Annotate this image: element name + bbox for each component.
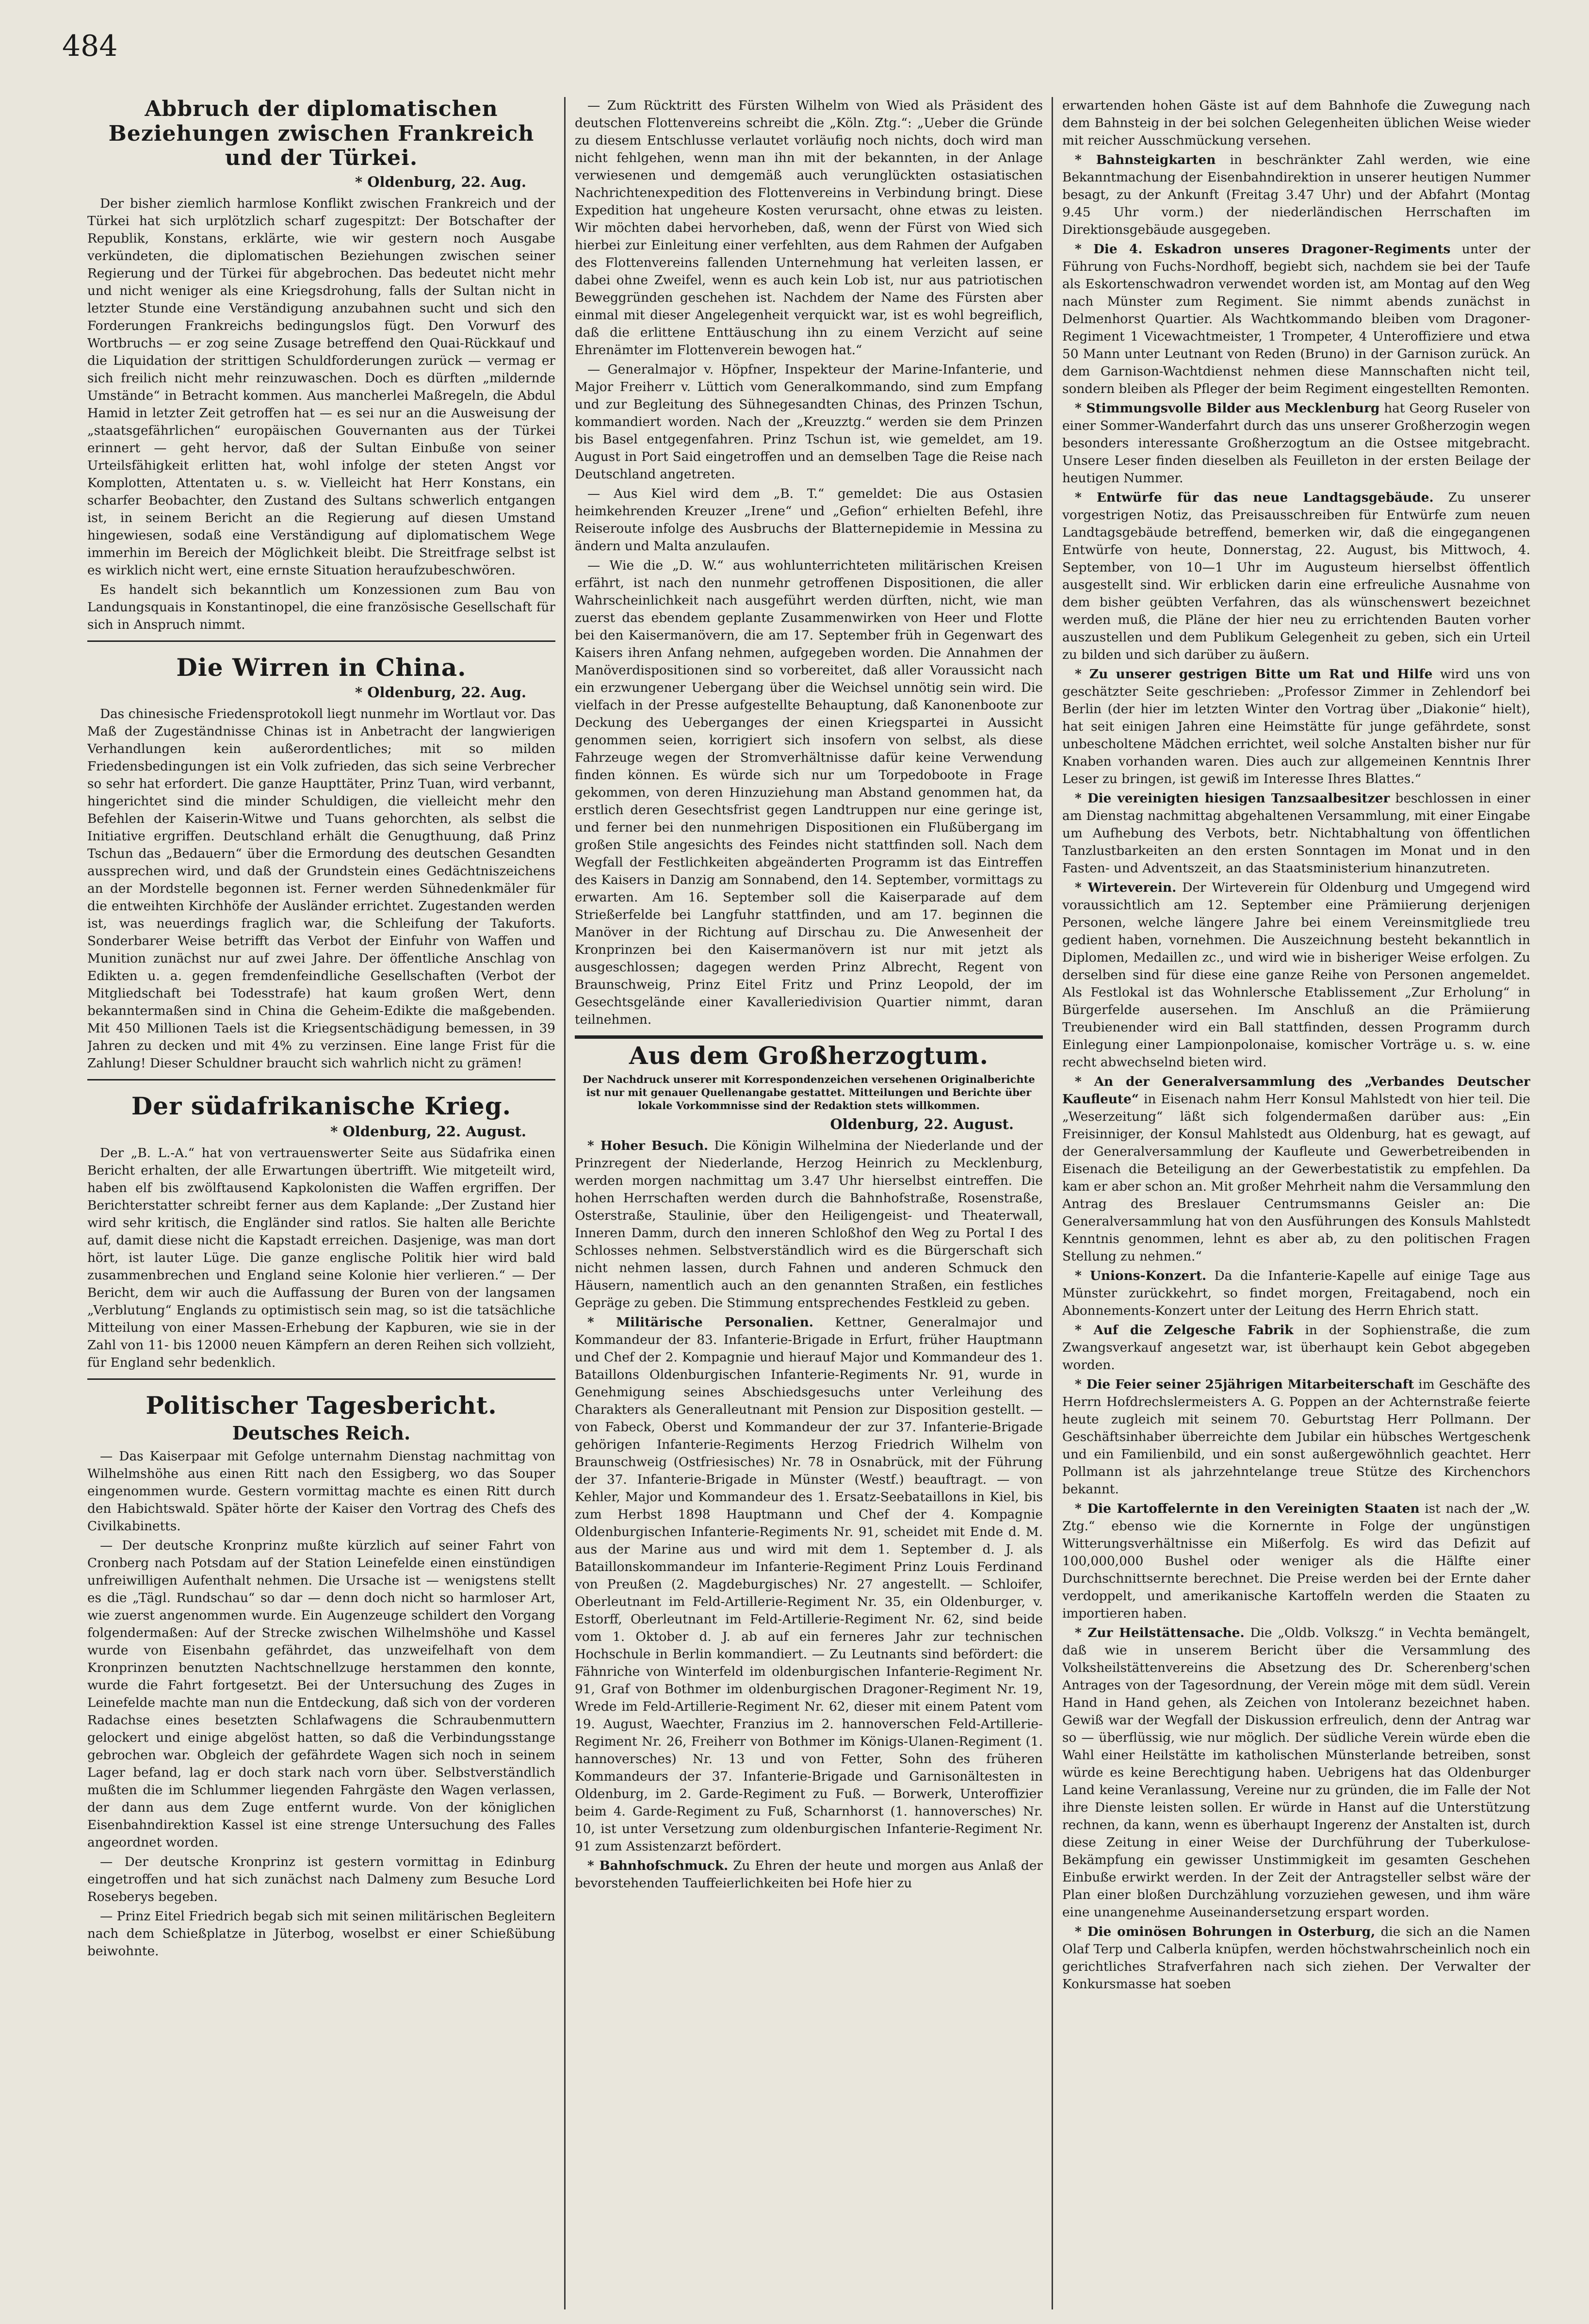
article-france-turkey (87, 97, 555, 634)
news-item (1062, 1322, 1530, 1374)
article-title: Die Wirren in China. (176, 653, 467, 682)
item-text: Der Wirteverein für Oldenburg und Umgegend wird voraussichtlich am 12. September eine Prämiierung derjenigen Personen, welche längere Jahre bei einem Vereinsmitgliede treu gedient haben, vornehmen. Die Auszeichnung besteht bekanntlich in Diplomen, Medaillen zc., und wird wie in bisheriger Weise erfolgen. Zu derselben sind für diese eine ganze Reihe von Personen angemeldet. Als Festlokal ist das Wohnlersche Etablissement „Zur Erholung“ in Bürgerfelde ausersehen. Im Anschluß an die Prämiierung Treubienender wird ein Ball stattfinden, dessen Programm durch Einlegung einer Lampionpolonaise, komischer Vorträge u. s. w. eine recht abwechselnd bieten wird. (1062, 881, 1530, 1070)
news-item (1062, 1073, 1530, 1265)
item-heading: * Stimmungsvolle Bilder aus Mecklenburg (1075, 401, 1380, 416)
item-text: in beschränkter Zahl werden, wie eine Bekanntmachung der Eisenbahndirektion in unserer heutigen Nummer besagt, zu der Ankunft (Freitag 3.47 Uhr) und der Abfahrt (Montag 9.45 Uhr vorm.) der niederländischen Herrschaften im Direktionsgebäude ausgegeben. (1062, 153, 1530, 237)
news-item (575, 1137, 1043, 1312)
article-paragraph: Es handelt sich bekanntlich um Konzessionen zum Bau von Landungsquais in Konstantinopel, die eine französische Gesellschaft für sich in Anspruch nimmt. (87, 582, 555, 632)
item-heading: * Die ominösen Bohrungen in Osterburg, (1075, 1924, 1376, 1939)
item-heading: * Wirteverein. (1075, 880, 1177, 895)
news-item (1062, 1376, 1530, 1498)
article-paragraph: — Der deutsche Kronprinz mußte kürzlich auf seiner Fahrt von Cronberg nach Potsdam auf der Station Leinefelde einen einstündigen unfreiwilligen Aufenthalt nehmen. Die Ursache ist — wenigstens stellt es die „Tägl. Rundschau“ so dar — denn doch nicht so harmloser Art, wie zuerst angenommen wurde. Ein Augenzeuge schildert den Vorgang folgendermaßen: Auf der Strecke zwischen Wilhelmshöhe und Kassel wurde von Eisenbahn gefährdet, das unzweifelhaft von dem Kronprinzen benutzten Nachtschnellzuge herstammen den konnte, wurde die Fahrt fortgesetzt. Bei der Untersuchung des Zuges in Leinefelde machte man nun die Entdeckung, daß sich von der vorderen Radachse eines besetzten Schlafwagens die Schraubenmuttern gelockert und einige abgelöst hatten, so daß die Verbindungsstange gebrochen war. Obgleich der gefährdete Wagen sich noch in seinem Lager befand, lag er doch stark nach vorn über. Selbstverständlich mußten die im Schlummer liegenden Fahrgäste den Wagen verlassen, der dann aus dem Zuge entfernt wurde. Von der königlichen Eisenbahndirektion Kassel ist eine strenge Untersuchung des Falles angeordnet worden. (87, 1538, 555, 1850)
news-item (1062, 1624, 1530, 1921)
column-3 (1062, 97, 1530, 2309)
section-rule (87, 1079, 555, 1080)
section-rule (87, 640, 555, 642)
article-paragraph: Das chinesische Friedensprotokoll liegt nunmehr im Wortlaut vor. Das Maß der Zugeständnisse Chinas ist in Anbetracht der langwierigen Verhandlungen kein außerordentliches; mit so milden Friedensbedingungen ist ein Volk zufrieden, das sich seine Verbrecher so sehr hat erfordert. Die ganze Haupttäter, Prinz Tuan, wird verbannt, hingerichtet sind die minder Schuldigen, die vielleicht mehr den Befehlen der Kaiserin-Witwe und Tuans gehorchten, als selbst die Initiative ergriffen. Deutschland erhält die Genugthuung, daß Prinz Tschun das „Bedauern“ über die Ermordung des deutschen Gesandten aussprechen wird, und daß der Grundstein eines Gedächtniszeichens an der Mordstelle begonnen ist. Ferner werden Sühnedenkmäler für die entweihten Kirchhöfe der Ausländer errichtet. Zugestanden werden ist, was neuerdings fraglich war, die Schleifung der Takuforts. Sonderbarer Weise betrifft das Verbot der Einfuhr von Waffen und Munition zunächst nur auf zwei Jahre. Der öffentliche Anschlag von Edikten u. a. gegen fremdenfeindliche Gesellschaften (Verbot der Mitgliedschaft bei Todesstrafe) hat kaum großen Wert, denn bekanntermaßen sind in China die Geheim-Edikte die maßgebenden. Mit 450 Millionen Taels ist die Kriegsentschädigung bemessen, in 39 Jahren zu decken und mit 4% zu verzinsen. Eine lange Frist für die Zahlung! Dieser Schuldner braucht sich wahrlich nicht zu grämen! (87, 707, 555, 1071)
item-text: Zu unserer vorgestrigen Notiz, das Preisausschreiben für Entwürfe zum neuen Landtagsgebäude betreffend, bemerken wir, daß die eingegangenen Entwürfe von heute, Donnerstag, 22. August, bis Mittwoch, 4. September, von 10—1 Uhr im Augusteum hierselbst öffentlich ausgestellt sind. Wir erblicken darin eine erfreuliche Ausnahme von dem bisher geübten Verfahren, das als wünschenswert bezeichnet werden muß, die Pläne der hier neu zu errichtenden Bauten vorher auszustellen und dem Publikum Gelegenheit zu geben, sich ein Urteil zu bilden und sich darüber zu äußern. (1062, 491, 1530, 662)
item-heading: * Die Kartoffelernte in den Vereinigten Staaten (1075, 1501, 1420, 1516)
article-title: Politischer Tagesbericht. (146, 1391, 497, 1420)
section-rule (575, 1035, 1043, 1039)
item-text: unter der Führung von Fuchs-Nordhoff, begiebt sich, nachdem sie bei der Taufe als Eskortenschwadron verwendet worden ist, am Montag auf den Weg nach Münster zum Regiment. Sie nimmt abends zunächst in Delmenhorst Quartier. Als Wachtkommando bleiben vom Dragoner-Regiment 1 Vicewachtmeister, 1 Trompeter, 4 Unteroffiziere und etwa 50 Mann unter Leutnant von Reden (Bruno) in der Garnison zurück. An dem Garnison-Wachtdienst nehmen diese Mannschaften nicht teil, sondern bleiben als Pfleger der beim Regiment eingestellten Remonten. (1062, 242, 1530, 396)
article-daily-report (87, 1391, 555, 1961)
article-paragraph: — Der deutsche Kronprinz ist gestern vormittag in Edinburg eingetroffen und hat sich zunächst nach Dalmeny zum Besuche Lord Roseberys begeben. (87, 1855, 555, 1905)
news-item (575, 1857, 1043, 1892)
article-paragraph: erwartenden hohen Gäste ist auf dem Bahnhofe die Zuwegung nach dem Bahnsteig in der bei solchen Gelegenheiten üblichen Weise wieder mit reicher Ausschmückung versehen. (1062, 98, 1530, 148)
item-heading: * Die Feier seiner 25jährigen Mitarbeiterschaft (1075, 1377, 1414, 1392)
item-text: wird uns von geschätzter Seite geschrieben: „Professor Zimmer in Zehlendorf bei Berlin (der hier im letzten Winter den Vortrag über „Diakonie“ hielt), hat seit einigen Jahren eine Heimstätte für junge gefährdete, sonst unbescholtene Mädchen errichtet, weil solche Anstalten bisher nur für Knaben vorhanden waren. Dies auch zur allgemeinen Kenntnis Ihrer Leser zu bringen, ist gewiß im Interesse Ihres Blattes.“ (1062, 667, 1530, 786)
column-divider (564, 97, 566, 2309)
news-item (1062, 400, 1530, 487)
column-2 (575, 97, 1043, 2309)
item-heading: * Bahnhofschmuck. (587, 1858, 729, 1873)
item-text: in der Sophienstraße, die zum Zwangsverkauf angesetzt war, ist überhaupt kein Gebot abgegeben worden. (1062, 1323, 1530, 1373)
article-paragraph: — Prinz Eitel Friedrich begab sich mit seinen militärischen Begleitern nach dem Schießplatze in Jüterbog, woselbst er einer Schießübung beiwohnte. (87, 1909, 555, 1959)
article-paragraph: Der „B. L.-A.“ hat von vertrauenswerter Seite aus Südafrika einen Bericht erhalten, der alle Erwartungen übertrifft. Wie mitgeteilt wird, haben elf bis zwölftausend Kapkolonisten die Waffen ergriffen. Der Berichterstatter schreibt ferner aus dem Kaplande: „Der Zustand hier wird sehr kritisch, die Engländer sind ratlos. Sie halten alle Berichte auf, damit diese nicht die Kapstadt erreichen. Dasjenige, was man dort hört, ist lauter Lüge. Die ganze englische Politik hier wird bald zusammenbrechen und England seine Kolonie hier verlieren.“ — Der Bericht, dem wir auch die Auffassung der Buren von der langsamen „Verblutung“ Englands zu optimistisch sein mag, so ist die tatsächliche Mitteilung von einer Massen-Erhebung der Kapburen, wie sie in der Zahl von 11- bis 12000 neuen Kämpfern an deren Reihen sich vollzieht, für England sehr bedenklich. (87, 1146, 555, 1370)
article-paragraph: — Das Kaiserpaar mit Gefolge unternahm Dienstag nachmittag von Wilhelmshöhe aus einen Ritt nach den Essigberg, wo das Souper eingenommen wurde. Gestern vormittag machte es einen Ritt durch den Habichtswald. Später hörte der Kaiser den Vortrag des Chefs des Civilkabinetts. (87, 1449, 555, 1534)
item-heading: * Auf die Zelgesche Fabrik (1075, 1323, 1294, 1338)
page-number: 484 (62, 29, 118, 63)
item-heading: * An der Generalversammlung des „Verbandes Deutscher Kaufleute“ (1062, 1074, 1530, 1107)
item-text: in Eisenach nahm Herr Konsul Mahlstedt von hier teil. Die „Weserzeitung“ läßt sich folgendermaßen darüber aus: „Ein Freisinniger, der Konsul Mahlstedt aus Oldenburg, hat es gewagt, auf der Generalversammlung der Kaufleute und Gewerbetreibenden in Eisenach die Beteiligung an der Gewerbestatistik zu empfehlen. Da kam er aber schon an. Mit großer Mehrheit nahm die Versammlung den Antrag des Breslauer Centrumsmanns Geisler an: Die Generalversammlung hat von den Ausführungen des Konsuls Mahlstedt Kenntnis genommen, lehnt es aber ab, zu den politischen Fragen Stellung zu nehmen.“ (1062, 1092, 1530, 1264)
item-heading: * Zur Heilstättensache. (1075, 1625, 1245, 1640)
news-item (1062, 790, 1530, 877)
dateline: * Oldenburg, 22. Aug. (355, 173, 526, 190)
item-heading: * Militärische Personalien. (587, 1314, 814, 1330)
item-heading: * Die vereinigten hiesigen Tanzsaalbesitzer (1075, 791, 1390, 806)
news-item (1062, 1267, 1530, 1320)
item-text: Die Königin Wilhelmina der Niederlande und der Prinzregent der Niederlande, Herzog Heinrich zu Mecklenburg, werden morgen nachmittag um 3.47 Uhr hierselbst eintreffen. Die hohen Herrschaften werden durch die Bahnhofstraße, Rosenstraße, Osterstraße, Staulinie, über den Heiligengeist- und Theaterwall, Inneren Damm, durch den inneren Schloßhof den Weg zu Portal I des Schlosses nehmen. Selbstverständlich wird es die Bürgerschaft sich nicht nehmen lassen, durch Fahnen und anderen Schmuck den Häusern, namentlich auch an den genannten Straßen, ein festliches Gepräge zu geben. Die Stimmung entsprechendes Festkleid zu geben. (575, 1138, 1043, 1310)
section-rule (87, 1378, 555, 1380)
column-divider (1052, 97, 1053, 2309)
article-paragraph: — Aus Kiel wird dem „B. T.“ gemeldet: Die aus Ostasien heimkehrenden Kreuzer „Irene“ und „Gefion“ erhielten Befehl, ihre Reiseroute infolge des Ausbruchs der Blatternepidemie in Messina zu ändern und Malta anzulaufen. (575, 487, 1043, 554)
article-title: Abbruch der diplomatischen Beziehungen zwischen Frankreich und der Türkei. (108, 97, 535, 171)
item-text: die sich an die Namen Olaf Terp und Calberla knüpfen, werden höchstwahrscheinlich noch ein gerichtliches Strafverfahren nach sich ziehen. Der Verwalter der Konkursmasse hat soeben (1062, 1925, 1530, 1992)
item-text: Da die Infanterie-Kapelle auf einige Tage aus Münster zurückkehrt, so findet morgen, Freitagabend, noch ein Abonnements-Konzert unter der Leitung des Herrn Ehrich statt. (1062, 1269, 1530, 1318)
reprint-note: Der Nachdruck unserer mit Korrespondenzeichen versehenen Originalberichte ist nur mit genauer Quellenangabe gestattet. Mitteilungen und Berichte über lokale Vorkommnisse sind der Redaktion stets willkommen. (583, 1073, 1035, 1112)
article-paragraph: — Zum Rücktritt des Fürsten Wilhelm von Wied als Präsident des deutschen Flottenvereins schreibt die „Köln. Ztg.“: „Ueber die Gründe zu diesem Entschlusse verlautet vorläufig noch nichts, doch wird man nicht fehlgehen, wenn man ihn mit der bekannten, in der Anlage verwiesenen und demgemäß auch verunglückten ostasiatischen Nachrichtenexpedition des Flottenvereins in Verbindung bringt. Diese Expedition hat ungeheure Kosten verursacht, ohne etwas zu leisten. Wir möchten dabei hervorheben, daß, wenn der Fürst von Wied sich hierbei zur Einleitung einer verfehlten, aus dem Rahmen der Aufgaben des Flottenvereins fallenden Unternehmung hat verleiten lassen, er dabei ohne Zweifel, wenn es auch kein Lob ist, nur aus patriotischen Beweggründen geschehen ist. Nachdem der Name des Fürsten aber einmal mit dieser Angelegenheit verquickt war, ist es wohl begreiflich, daß die erlittene Enttäuschung ihn zu einem Verzicht auf seine Ehrenämter im Flottenverein bewogen hat.“ (575, 98, 1043, 358)
article-south-africa (87, 1092, 555, 1372)
column-1 (87, 97, 555, 2309)
item-text: hat Georg Ruseler von einer Sommer-Wanderfahrt durch das uns unserer Großherzogin wegen besonders interessante Großherzogtum an die Ostsee mitgebracht. Unsere Leser finden dieselben als Feuilleton in der ersten Beilage der heutigen Nummer. (1062, 401, 1530, 486)
dateline: * Oldenburg, 22. August. (330, 1123, 526, 1140)
item-heading: * Unions-Konzert. (1075, 1268, 1207, 1283)
news-item (1062, 666, 1530, 788)
dateline: * Oldenburg, 22. Aug. (355, 684, 526, 701)
item-heading: * Zu unserer gestrigen Bitte um Rat und Hilfe (1075, 667, 1433, 682)
section-title: Aus dem Großherzogtum. (629, 1041, 989, 1070)
item-heading: * Bahnsteigkarten (1075, 152, 1216, 167)
item-text: Zu Ehren der heute und morgen aus Anlaß der bevorstehenden Tauffeierlichkeiten bei Hofe hier zu (575, 1858, 1043, 1891)
item-text: beschlossen in einer am Dienstag nachmittag abgehaltenen Versammlung, mit einer Eingabe um Aufhebung des Verbots, betr. Nichtabhaltung von öffentlichen Tanzlustbarkeiten an den ersten Sonntagen im Monat und in den Fasten- und Adventszeit, an das Staatsministerium hinanzutreten. (1062, 791, 1530, 876)
article-title: Der südafrikanische Krieg. (131, 1092, 512, 1121)
item-text: im Geschäfte des Herrn Hofdrechslermeisters A. G. Poppen an der Achternstraße feierte heute zugleich mit seinem 70. Geburtstag Herr Pollmann. Der Geschäftsinhaber überreichte dem Jubilar ein hübsches Wertgeschenk und ein Familienbild, und ein sonst außergewöhnlich geachtet. Herr Pollmann ist als jahrzehntelange treue Stütze des Kirchenchors bekannt. (1062, 1377, 1530, 1497)
news-item (1062, 1500, 1530, 1622)
item-text: ist nach der „W. Ztg.“ ebenso wie die Kornernte in Folge der ungünstigen Witterungsverhältnisse ein Mißerfolg. Es wird das Defizit auf 100,000,000 Bushel oder weniger als die Hälfte einer Durchschnittsernte berechnet. Die Preise werden bei der Ernte daher verdoppelt, und amerikanische Kartoffeln werden die Staaten zu importieren haben. (1062, 1502, 1530, 1621)
dateline: Oldenburg, 22. August. (830, 1115, 1014, 1132)
news-item (1062, 241, 1530, 398)
article-china (87, 654, 555, 1073)
article-paragraph: — Wie die „D. W.“ aus wohlunterrichteten militärischen Kreisen erfährt, ist nach den nunmehr getroffenen Dispositionen, die aller Wahrscheinlichkeit nach ausgeführt werden dürften, nicht, wie man zuerst das ebendem geplante Zusammenwirken von Heer und Flotte bei den Kaisermanövern, die am 17. September früh in Gegenwart des Kaisers ihren Anfang nehmen, aufgegeben worden. Die Annahmen der Manöverdispositionen sind so vorbereitet, daß aller Voraussicht nach ein erzwungener Uebergang über die Weichsel unnötig sein wird. Die vielfach in der Presse aufgestellte Behauptung, daß Kanonenboote zur Deckung des Ueberganges der einen Kriegspartei in Aussicht genommen seien, korrigiert sich insofern von selbst, als diese Fahrzeuge wegen der Stromverhältnisse dafür keine Verwendung finden können. Es würde sich nur um Torpedoboote in Frage gekommen, von deren Hinzuziehung man Abstand genommen hat, da erstlich deren Gesechtsfrist gegen Landtruppen nur eine geringe ist, und ferner bei den nunmehrigen Dispositionen ein Flußübergang im großen Stile angesichts des Feindes nicht stattfinden soll. Nach dem Wegfall der Festlichkeiten abgeänderten Programm ist das Eintreffen des Kaisers in Danzig am Sonnabend, den 14. September, vormittags zu erwarten. Am 16. September soll die Kaiserparade auf dem Strießerfelde bei Langfuhr stattfinden, und am 17. beginnen die Manöver in der Richtung auf Dirschau zu. Die Anwesenheit der Kronprinzen bei den Kaisermanövern ist nur mit jetzt als ausgeschlossen; dagegen werden Prinz Albrecht, Regent von Braunschweig, Prinz Eitel Fritz und Prinz Leopold, der im Gesechtsgelände einer Kavalleriedivision Quartier nimmt, daran teilnehmen. (575, 558, 1043, 1027)
news-item (1062, 879, 1530, 1071)
news-item (1062, 1923, 1530, 1993)
article-paragraph: Der bisher ziemlich harmlose Konflikt zwischen Frankreich und der Türkei hat sich urplötzlich scharf zugespitzt: Der Botschafter der Republik, Konstans, erklärte, wie wir gestern noch Ausgabe verkündeten, die diplomatischen Beziehungen zwischen seiner Regierung und der Türkei für abgebrochen. Das bedeutet nicht mehr und nicht weniger als eine Kriegsdrohung, falls der Sultan nicht in letzter Stunde eine Verständigung anzubahnen sucht und sich den Forderungen Frankreichs bedingungslos fügt. Den Vorwurf des Wortbruchs — er zog seine Zusage betreffend den Quai-Rückkauf und die Liquidation der strittigen Schuldforderungen zurück — vermag er sich freilich nicht mehr reinzuwaschen. Doch es dürften „mildernde Umstände“ in Betracht kommen. Aus mancherlei Maßregeln, die Abdul Hamid in letzter Zeit getroffen hat — es sei nur an die Ausweisung der „staatsgefährlichen“ europäischen Gouvernanten aus der Türkei erinnert — geht hervor, daß der Sultan Einbuße von seiner Urteilsfähigkeit erlitten hat, wohl infolge der steten Angst vor Komplotten, Attentaten u. s. w. Vielleicht hat Herr Konstans, ein scharfer Beobachter, den Zustand des Sultans schwerlich entgangen ist, in seinem Bericht an die Regierung auf diesen Umstand hingewiesen, sodaß eine Verständigung auf diplomatischem Wege immerhin im Bereich der Möglichkeit bleibt. Die Streitfrage selbst ist es wirklich nicht wert, eine ernste Situation heraufzubeschwören. (87, 196, 555, 578)
item-text: Die „Oldb. Volkszg.“ in Vechta bemängelt, daß wie in unserem Bericht über die Versammlung des Volksheilstättenvereins die Absetzung des Dr. Scherenberg'schen Antrages von der Tagesordnung, der Verein möge mit dem südl. Verein Hand in Hand gehen, als Zeichen von Intoleranz bezeichnet haben. Gewiß war der Wegfall der Diskussion erfreulich, denn der Antrag war so — überflüssig, wie nur möglich. Der südliche Verein würde eben die Wahl einer Heilstätte im katholischen Münsterlande betreiben, sonst würde es keine Berechtigung haben. Uebrigens hat das Oldenburger Land keine Veranlassung, Vereine nur zu gründen, die im Falle der Not ihre Dienste leisten sollen. Er würde in Hanst auf die Unterstützung rechnen, da kann, wenn es überhaupt Ingerenz der Anstalten ist, durch diese Zeitung in einer Weise der Durchführung der Tuberkulose-Bekämpfung ein gewisser Unstimmigkeit im gesamten Geschehen Einbuße erwirkt werden. In der Zeit der Antragsteller selbst wäre der Plan einer bloßen Durchzählung vorzuziehen gewesen, und ihm wäre eine unangenehme Auseinandersetzung erspart worden. (1062, 1626, 1530, 1920)
item-heading: * Die 4. Eskadron unseres Dragoner-Regiments (1075, 242, 1451, 257)
article-paragraph: — Generalmajor v. Höpfner, Inspekteur der Marine-Infanterie, und Major Freiherr v. Lüttich vom Generalkommando, sind zum Empfang und zur Begleitung des Sühnegesandten Chinas, des Prinzen Tschun, kommandiert worden. Nach der „Kreuzztg.“ werden sie dem Prinzen bis Basel entgegenfahren. Prinz Tschun ist, wie gemeldet, am 19. August in Port Said eingetroffen und an demselben Tage die Reise nach Deutschland angetreten. (575, 362, 1043, 482)
article-subtitle: Deutsches Reich. (232, 1422, 411, 1444)
news-item (1062, 489, 1530, 664)
news-item (575, 1314, 1043, 1855)
section-grand-duchy (575, 1042, 1043, 1892)
item-text: Kettner, Generalmajor und Kommandeur der 83. Infanterie-Brigade in Erfurt, früher Hauptmann und Chef der 2. Kompagnie und hierauf Major und Kommandeur des 1. Bataillons Oldenburgischen Infanterie-Regiments Nr. 91, wurde in Genehmigung seines Abschiedsgesuchs unter Verleihung des Charakters als Generalleutnant mit Pension zur Disposition gestellt. — von Fabeck, Oberst und Kommandeur der zur 37. Infanterie-Brigade gehörigen Infanterie-Regiments Herzog Friedrich Wilhelm von Braunschweig (Ostfriesisches) Nr. 78 in Osnabrück, mit der Führung der 37. Infanterie-Brigade in Münster (Westf.) beauftragt. — von Kehler, Major und Kommandeur des 1. Ersatz-Seebataillons in Kiel, bis zum Herbst 1898 Hauptmann und Chef der 4. Kompagnie Oldenburgischen Infanterie-Regiments Nr. 91, scheidet mit Ende d. M. aus der Marine aus und wird mit dem 1. September d. J. als Bataillonskommandeur im Infanterie-Regiment Prinz Louis Ferdinand von Preußen (2. Magdeburgisches) Nr. 27 angestellt. — Schloifer, Oberleutnant im Feld-Artillerie-Regiment Nr. 35, ein Oldenburger, v. Estorff, Oberleutnant im Feld-Artillerie-Regiment Nr. 62, sind beide vom 1. Oktober d. J. ab auf ein ferneres Jahr zur technischen Hochschule in Berlin kommandiert. — Zu Leutnants sind befördert: die Fähnriche von Winterfeld im oldenburgischen Infanterie-Regiment Nr. 91, Graf von Bothmer im oldenburgischen Dragoner-Regiment Nr. 19, Wrede im Feld-Artillerie-Regiment Nr. 62, dieser mit einem Patent vom 19. August, Waechter, Franzius im 2. hannoverschen Feld-Artillerie-Regiment Nr. 26, Freiherr von Bothmer im Königs-Ulanen-Regiment (1. hannoversches) Nr. 13 und von Fetter, Sohn des früheren Kommandeurs der 37. Infanterie-Brigade und Garnisonältesten in Oldenburg, im 2. Garde-Regiment zu Fuß. — Borwerk, Unteroffizier beim 4. Garde-Regiment zu Fuß, Scharnhorst (1. hannoversches) Nr. 10, ist unter Versetzung zum oldenburgischen Infanterie-Regiment Nr. 91 zum Assistenzarzt befördert. (575, 1315, 1043, 1854)
news-item (1062, 151, 1530, 239)
item-heading: * Hoher Besuch. (587, 1138, 709, 1153)
item-heading: * Entwürfe für das neue Landtagsgebäude. (1075, 490, 1434, 505)
